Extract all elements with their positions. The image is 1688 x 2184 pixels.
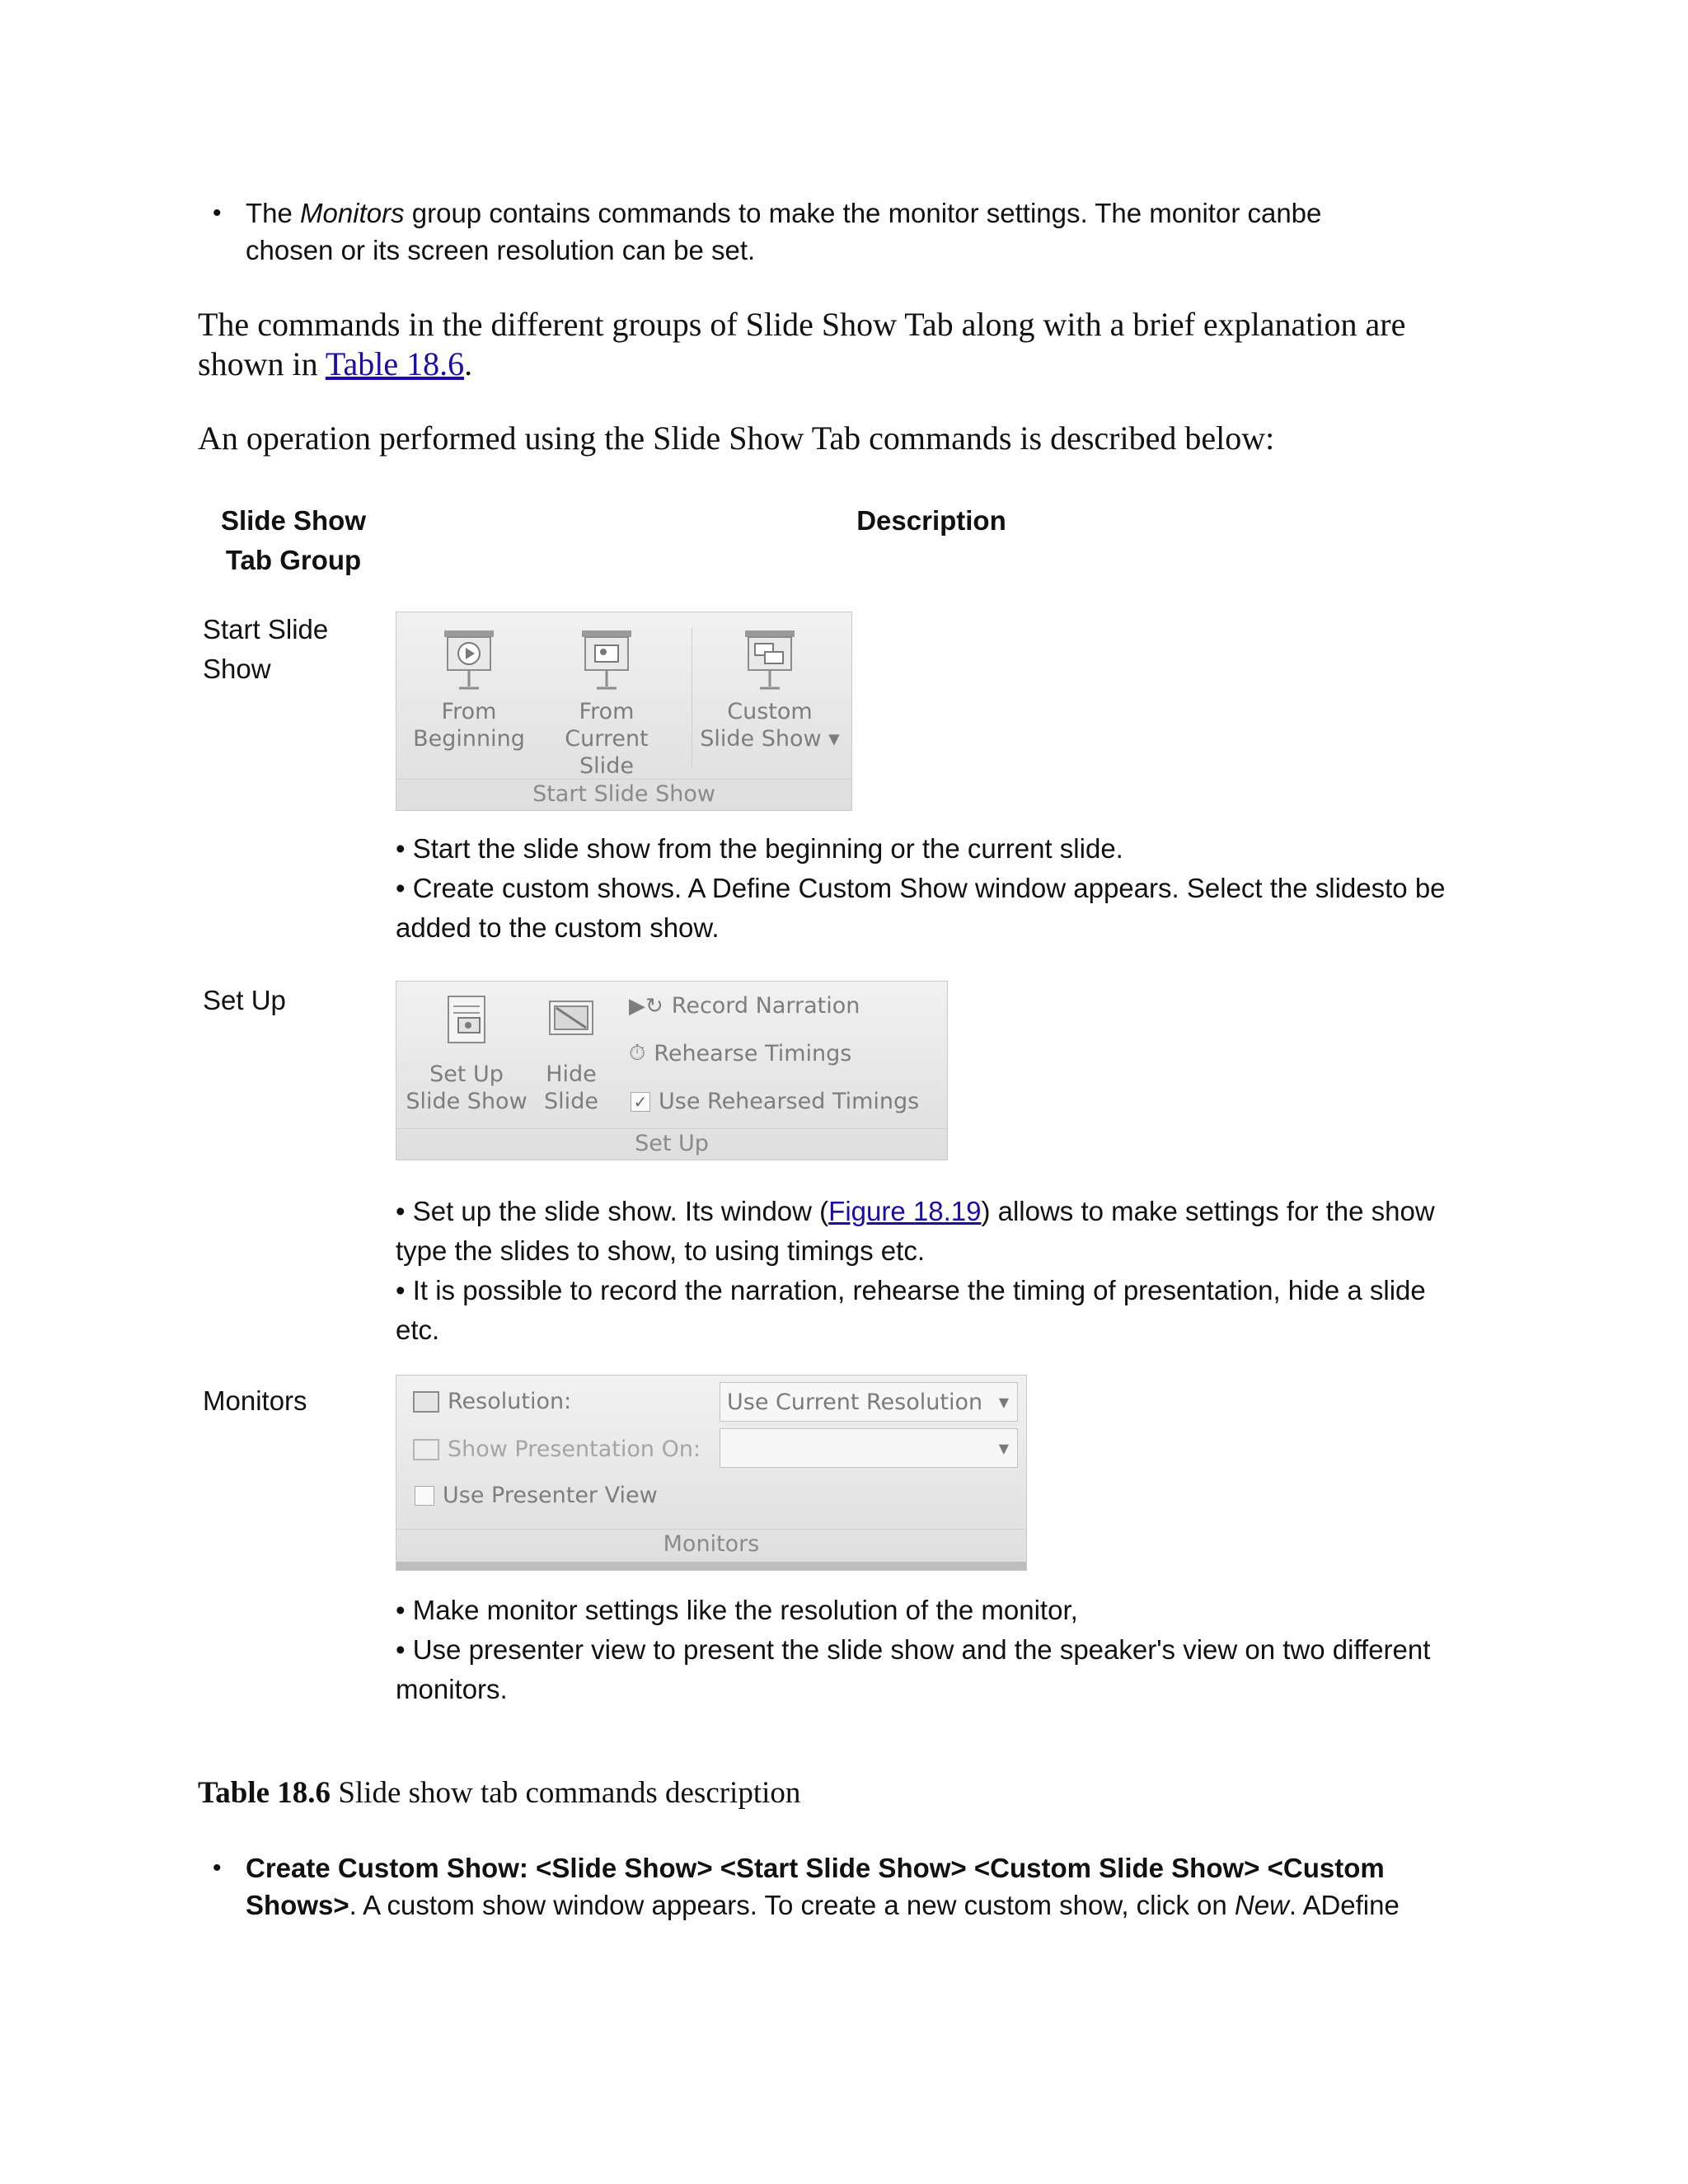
- intro-bullet: [213, 194, 1465, 269]
- bullet-dot: •: [213, 199, 222, 227]
- show-presentation-on-dropdown[interactable]: [720, 1428, 1018, 1468]
- custom-show-label-2: Slide Show ▾: [700, 726, 840, 752]
- row-desc-start-slide-show: [396, 829, 1467, 948]
- desc-monitors-2: • Use presenter view to present the slide show and the speaker's view on two different monitors.: [396, 1634, 1431, 1704]
- row-label-line2: Show: [203, 654, 271, 684]
- custom-show-icon: [740, 627, 799, 693]
- show-presentation-on-row: [413, 1436, 701, 1462]
- desc-setup-2: • It is possible to record the narration, rehearse the timing of presentation, hide a slide etc.: [396, 1275, 1426, 1345]
- row-desc-set-up: [396, 1192, 1467, 1350]
- ribbon-set-up: [396, 981, 948, 1160]
- use-presenter-view-checkbox[interactable]: [415, 1483, 658, 1508]
- final-bullet-italic: New: [1234, 1890, 1289, 1920]
- bullet-dot: •: [213, 1854, 222, 1882]
- row-desc-monitors: [396, 1591, 1467, 1709]
- final-bullet: [213, 1849, 1465, 1924]
- row-label-setup-line1: Set Up: [203, 985, 286, 1015]
- final-bullet-rest1: . A custom show window appears. To create a new custom show, click on: [349, 1890, 1235, 1920]
- desc-start-1: • Start the slide show from the beginning or the current slide.: [396, 833, 1123, 864]
- projector-play-icon: [439, 627, 499, 693]
- paragraph-operation: An operation performed using the Slide Show Tab commands is described below:: [198, 419, 1275, 457]
- checkbox-unchecked-icon: [415, 1486, 434, 1506]
- chevron-down-icon: ▼: [998, 1394, 1009, 1410]
- set-up-label-2: Slide Show: [406, 1089, 528, 1114]
- rehearse-timings-icon: ⏱: [629, 1041, 646, 1066]
- intro-bullet-rest: group contains commands to make the monitor settings. The monitor canbe: [404, 198, 1322, 228]
- table-caption-bold: Table 18.6: [198, 1776, 331, 1810]
- record-narration-icon: ▶↻: [629, 993, 663, 1019]
- desc-setup-1: [396, 1192, 1467, 1271]
- use-presenter-view-label: Use Presenter View: [443, 1483, 658, 1508]
- from-beginning-label-1: From: [441, 699, 497, 724]
- hide-slide-icon: [542, 993, 601, 1056]
- resolution-dropdown[interactable]: [720, 1382, 1018, 1422]
- ribbon-bottom-bar: [396, 1562, 1026, 1570]
- resolution-label: Resolution:: [448, 1389, 572, 1414]
- header-group-line2: Tab Group: [225, 545, 362, 575]
- set-up-slide-show-button[interactable]: [405, 993, 528, 1115]
- rehearse-timings-button[interactable]: [629, 1041, 851, 1066]
- resolution-icon: [413, 1391, 439, 1413]
- figure-18-19-link[interactable]: Figure 18.19: [828, 1196, 982, 1226]
- ribbon-caption-start-slide-show: Start Slide Show: [396, 779, 851, 807]
- from-current-slide-button[interactable]: [537, 627, 677, 780]
- checkbox-checked-icon: ✓: [631, 1092, 650, 1112]
- from-current-label-2: Current Slide: [565, 726, 649, 779]
- row-label-monitors: [203, 1381, 368, 1421]
- hide-slide-label-2: Slide: [544, 1089, 598, 1114]
- row-label-set-up: [203, 981, 368, 1020]
- table-caption-rest: Slide show tab commands description: [331, 1776, 801, 1810]
- resolution-value: Use Current Resolution: [727, 1390, 983, 1415]
- row-label-monitors-line1: Monitors: [203, 1385, 307, 1416]
- from-beginning-button[interactable]: [411, 627, 527, 752]
- from-current-label-1: From: [579, 699, 635, 724]
- set-up-label-1: Set Up: [429, 1062, 504, 1087]
- ribbon-start-slide-show: [396, 612, 852, 811]
- use-rehearsed-timings-checkbox[interactable]: [631, 1089, 919, 1114]
- paragraph-commands-after: .: [464, 345, 473, 382]
- table-18-6-link[interactable]: Table 18.6: [325, 345, 465, 382]
- use-rehearsed-timings-label: Use Rehearsed Timings: [659, 1089, 920, 1114]
- final-bullet-rest2: . ADefine: [1288, 1890, 1400, 1920]
- final-bullet-bold: Create Custom Show: <Slide Show> <Start Slide Show> <Custom Slide Show> <Custom Shows>: [246, 1853, 1385, 1920]
- desc-monitors-1: • Make monitor settings like the resolution of the monitor,: [396, 1595, 1078, 1625]
- ribbon-caption-monitors: Monitors: [396, 1529, 1026, 1557]
- table-caption: [198, 1774, 800, 1813]
- table-header-description: Description: [856, 505, 1006, 536]
- hide-slide-button[interactable]: [532, 993, 611, 1115]
- chevron-down-icon: ▼: [998, 1441, 1009, 1456]
- custom-show-label-1: Custom: [727, 699, 813, 724]
- row-label-start-slide-show: [203, 610, 368, 689]
- desc-setup-1-before: • Set up the slide show. Its window (: [396, 1196, 829, 1226]
- hide-slide-label-1: Hide: [546, 1062, 597, 1087]
- rehearse-timings-label: Rehearse Timings: [654, 1041, 852, 1066]
- projector-slide-icon: [577, 627, 636, 693]
- ribbon-caption-set-up: Set Up: [396, 1128, 947, 1156]
- intro-bullet-line2: chosen or its screen resolution can be set.: [246, 235, 756, 265]
- setup-show-icon: [437, 993, 496, 1056]
- ribbon-monitors: [396, 1375, 1027, 1571]
- desc-start-2: • Create custom shows. A Define Custom Show window appears. Select the slidesto be added to the custom show.: [396, 873, 1446, 943]
- paragraph-commands: [198, 305, 1484, 384]
- from-beginning-label-2: Beginning: [413, 726, 525, 752]
- row-label-line1: Start Slide: [203, 614, 329, 644]
- intro-bullet-italic: Monitors: [300, 198, 405, 228]
- intro-bullet-prefix: The: [246, 198, 301, 228]
- table-header-group: [203, 501, 384, 580]
- show-on-monitor-icon: [413, 1439, 439, 1460]
- resolution-label-row: [413, 1389, 571, 1414]
- header-group-line1: Slide Show: [220, 505, 367, 536]
- record-narration-button[interactable]: [629, 993, 860, 1019]
- custom-slide-show-button[interactable]: [700, 627, 840, 752]
- paragraph-commands-text: The commands in the different groups of Slide Show Tab along with a brief explanation are shown in: [198, 306, 1406, 382]
- desc-setup-1-after: ) allows to make settings for the show type the slides to show, to using timings etc.: [396, 1196, 1435, 1266]
- record-narration-label: Record Narration: [671, 993, 860, 1019]
- show-presentation-on-label: Show Presentation On:: [448, 1436, 701, 1462]
